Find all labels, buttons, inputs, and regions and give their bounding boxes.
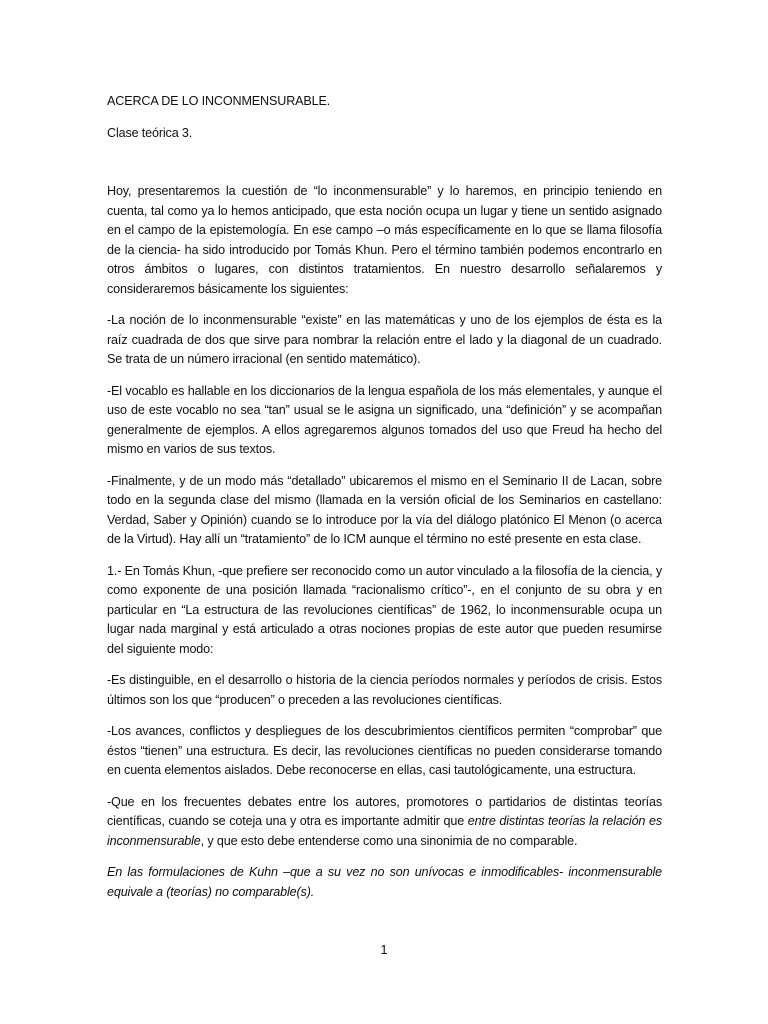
paragraph-debates-start: -Que en los frecuentes debates entre los autores, promotores o partidarios de distintas teorías científicas, cuando se coteja una y otra es importante admitir que <box>107 794 662 828</box>
document-title: ACERCA DE LO INCONMENSURABLE. <box>107 94 331 108</box>
paragraph-mathematics: -La noción de lo inconmensurable “existe” en las matemáticas y uno de los ejemplos de ésta es la raíz cuadrada de dos que sirve para nombrar la relación entre el lado y la diagonal de un cuadrado. Se trata de un número irracional (en sentido matemático). <box>107 313 662 366</box>
paragraph-khun: 1.- En Tomás Khun, -que prefiere ser reconocido como un autor vinculado a la filosofía de la ciencia, y como exponente de una posición llamada “racionalismo crítico”-, en el conjunto de su obra y en particular en “La estructura de las revoluciones científicas” de 1962, lo inconmensurable ocupa un lugar nada marginal y está articulado a otras nociones propias de este autor que pueden resumirse del siguiente modo: <box>107 563 662 656</box>
paragraph-intro: Hoy, presentaremos la cuestión de “lo inconmensurable” y lo haremos, en principio teniendo en cuenta, tal como ya lo hemos anticipado, que esta noción ocupa un lugar y tiene un sentido asignado en el campo de la epistemología. En ese campo –o más específicamente en lo que se llama filosofía de la ciencia- ha sido introducido por Tomás Khun. Pero el término también podemos encontrarlo en otros ámbitos o lugares, con distintos tratamientos. En nuestro desarrollo señalaremos y consideraremos básicamente los siguientes: <box>107 184 662 296</box>
page-number: 1 <box>380 942 388 957</box>
paragraph-kuhn-formulation: En las formulaciones de Kuhn –que a su vez no son unívocas e inmodificables- inconmensurable equivale a (teorías) no comparable(s). <box>107 865 662 899</box>
document-subtitle: Clase teórica 3. <box>107 125 193 140</box>
paragraph-dictionary: -El vocablo es hallable en los diccionarios de la lengua española de los más elementales, y aunque el uso de este vocablo no sea “tan” usual se le asigna un significado, una “definición” y se acompañan generalmente de ejemplos. A ellos agregaremos algunos tomados del uso que Freud ha hecho del mismo en varios de sus textos. <box>107 383 662 456</box>
paragraph-crisis: -Es distinguible, en el desarrollo o historia de la ciencia períodos normales y períodos de crisis. Estos últimos son los que “producen” o preceden a las revoluciones científicas. <box>107 673 662 707</box>
paragraph-debates <box>107 793 662 852</box>
paragraph-structure: -Los avances, conflictos y despliegues de los descubrimientos científicos permiten “comprobar” que éstos “tienen” una estructura. Es decir, las revoluciones científicas no pueden considerarse tomando en cuenta elementos aislados. Debe reconocerse en ellas, casi tautológicamente, una estructura. <box>107 724 662 777</box>
paragraph-debates-end: , y que esto debe entenderse como una sinonimia de no comparable. <box>200 833 578 848</box>
paragraph-lacan: -Finalmente, y de un modo más “detallado” ubicaremos el mismo en el Seminario II de Lacan, sobre todo en la segunda clase del mismo (llamada en la versión oficial de los Seminarios en castellano: Verdad, Saber y Opinión) cuando se lo introduce por la vía del diálogo platónico El Menon (o acerca de la Virtud). Hay allí un “tratamiento” de lo ICM aunque el término no esté presente en esta clase. <box>107 473 662 546</box>
paragraph-debates-italic: entre distintas teorías la relación es inconmensurable <box>107 814 662 848</box>
document-body <box>107 92 662 914</box>
